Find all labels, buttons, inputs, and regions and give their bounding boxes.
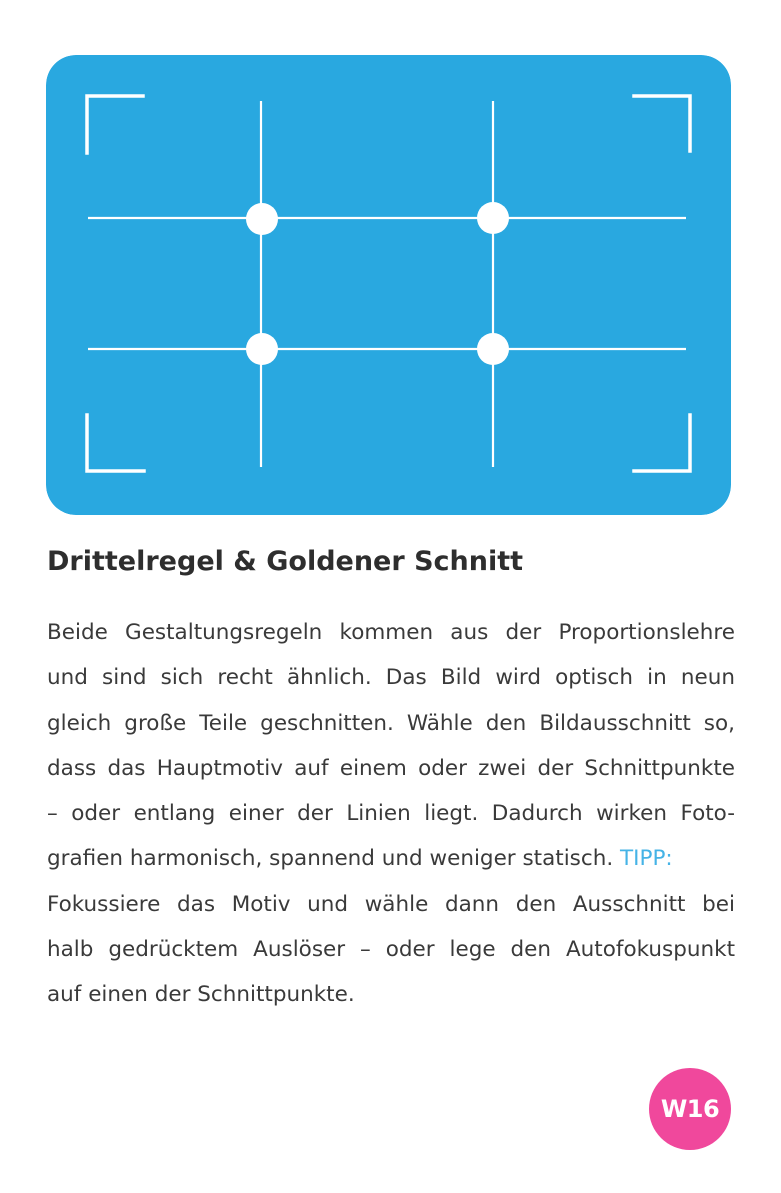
- body-line: dass das Hauptmotiv auf einem oder zwei der Schnittpunkte: [47, 755, 735, 781]
- intersection-point-bottom-left: [246, 333, 278, 365]
- tip-label: TIPP:: [620, 846, 673, 872]
- intersection-point-top-right: [477, 202, 509, 234]
- body-line: auf einen der Schnittpunkte.: [47, 982, 355, 1008]
- body-line: gleich große Teile geschnitten. Wähle den Bildausschnitt so,: [47, 710, 735, 736]
- article-title: Drittelregel & Goldener Schnitt: [47, 546, 524, 577]
- card-background: [46, 55, 731, 515]
- body-line: – oder entlang einer der Linien liegt. Dadurch wirken Foto-: [47, 801, 735, 827]
- rule-of-thirds-illustration: [46, 55, 731, 515]
- body-line: Beide Gestaltungsregeln kommen aus der Proportionslehre: [47, 620, 735, 645]
- body-line: und sind sich recht ähnlich. Das Bild wird optisch in neun: [47, 665, 735, 691]
- page-number-badge: W16: [649, 1068, 731, 1150]
- body-line-with-tip: [47, 836, 735, 881]
- body-line: grafien harmonisch, spannend und weniger statisch.: [47, 846, 614, 872]
- article-body: [47, 610, 735, 1018]
- rule-of-thirds-grid-icon: [46, 55, 731, 515]
- body-line: halb gedrücktem Auslöser – oder lege den Autofokuspunkt: [47, 937, 735, 963]
- body-line: Fokussiere das Motiv und wähle dann den Ausschnitt bei: [47, 891, 735, 917]
- intersection-point-bottom-right: [477, 333, 509, 365]
- intersection-point-top-left: [246, 203, 278, 235]
